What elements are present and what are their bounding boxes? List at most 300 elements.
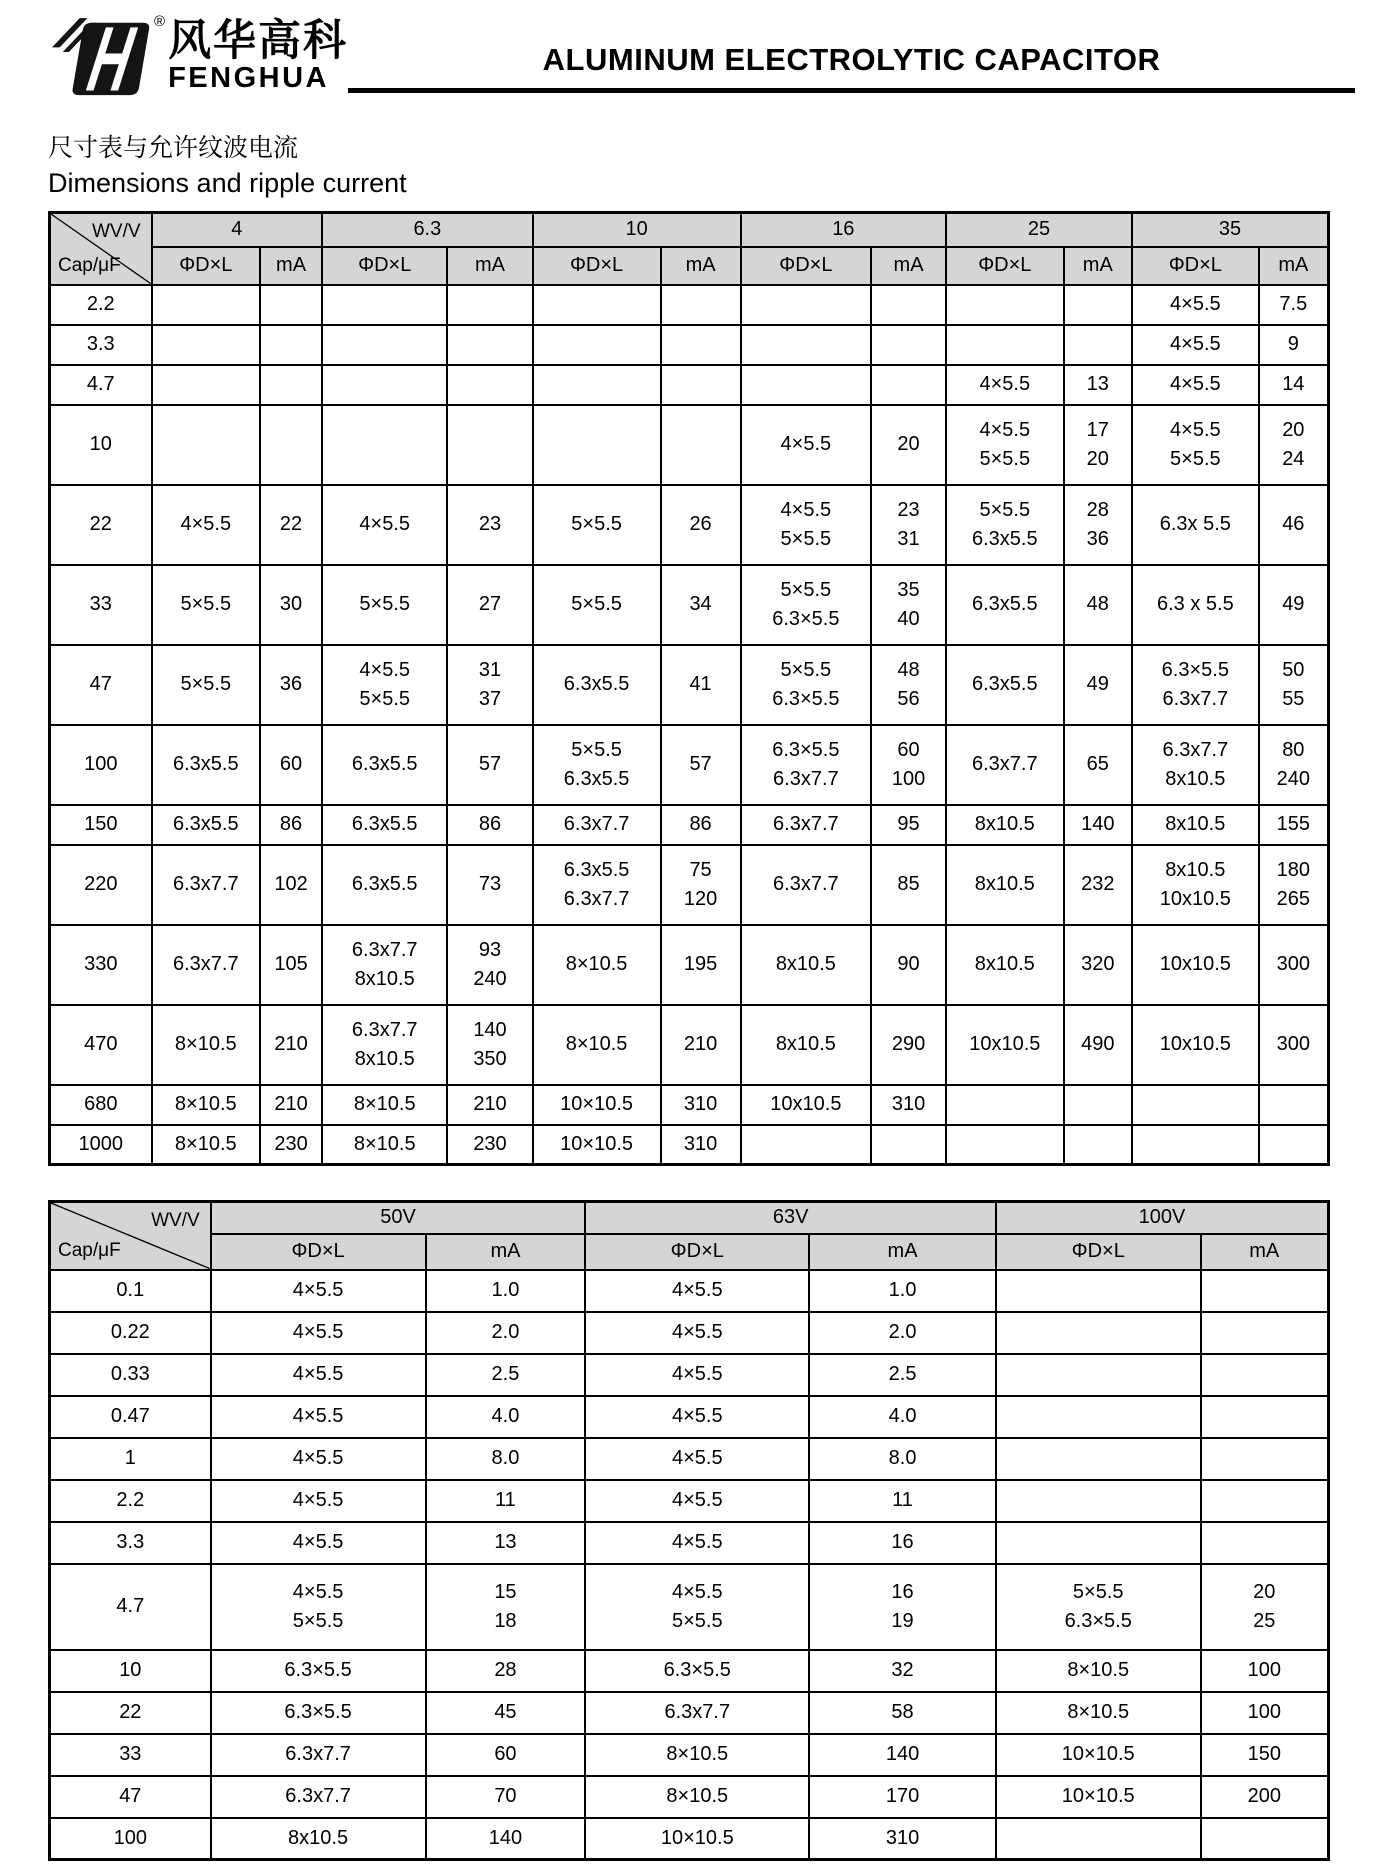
dimension-cell (741, 645, 871, 725)
cell-value-line: 4×5.5 (780, 498, 832, 521)
voltage-header: 10 (533, 213, 741, 247)
dimension-cell (585, 1396, 809, 1438)
capacitance-value: 4.7 (50, 1564, 211, 1650)
cell-value-line: 10x10.5 (1159, 887, 1231, 910)
header-rule (348, 88, 1355, 93)
ripple-current-cell (447, 285, 532, 325)
cell-value-line: 4×5.5 (671, 1279, 723, 1301)
table-row (50, 1818, 1329, 1860)
cell-value-line: 60 (897, 738, 920, 761)
ripple-current-cell (871, 1125, 946, 1165)
ripple-current-cell (260, 645, 322, 725)
cell-value-line: 4×5.5 (671, 1405, 723, 1427)
dimension-cell (996, 1354, 1201, 1396)
cell-value-line: 93 (478, 938, 502, 961)
cell-value-line: 4×5.5 (180, 513, 232, 535)
capacitance-value: 22 (50, 1692, 211, 1734)
cell-value-line: 5×5.5 (979, 447, 1031, 470)
ripple-current-cell (1259, 1085, 1329, 1125)
dimension-cell (741, 285, 871, 325)
dimension-cell (1132, 1005, 1259, 1085)
cell-value-line: 320 (1081, 953, 1115, 975)
dimension-cell (152, 925, 261, 1005)
dimension-cell (1132, 565, 1259, 645)
ripple-current-cell (426, 1522, 586, 1564)
cell-value-line: 86 (689, 813, 712, 835)
cell-value-line: 58 (891, 1701, 914, 1723)
table-row (50, 725, 1329, 805)
dimension-cell (996, 1650, 1201, 1692)
size-subheader: ΦD×L (152, 247, 261, 285)
ripple-current-cell (1259, 405, 1329, 485)
cell-value-line: 210 (274, 1033, 308, 1055)
cell-value-line: 31 (897, 527, 920, 550)
ripple-current-cell (871, 805, 946, 845)
cell-value-line: 6.3x7.7 (351, 1018, 418, 1041)
ripple-current-cell (1201, 1396, 1329, 1438)
cell-value-line: 170 (885, 1785, 920, 1807)
cell-value-line: 4×5.5 (1170, 293, 1221, 315)
ripple-current-cell (809, 1438, 996, 1480)
capacitance-value: 33 (50, 1734, 211, 1776)
dimension-cell (152, 285, 261, 325)
dimension-cell (211, 1270, 426, 1312)
ripple-current-cell (1064, 405, 1132, 485)
cell-value-line: 5×5.5 (780, 658, 832, 681)
cell-value-line: 23 (897, 498, 920, 521)
dimension-cell (152, 1085, 261, 1125)
dimension-cell (585, 1354, 809, 1396)
dimensions-ripple-table-50v-100v (48, 1200, 1330, 1861)
title-block (348, 14, 1355, 93)
ripple-current-cell (426, 1818, 586, 1860)
dimension-cell (533, 285, 661, 325)
ripple-current-cell (447, 325, 532, 365)
ripple-current-cell (1201, 1480, 1329, 1522)
size-subheader: ΦD×L (996, 1234, 1201, 1270)
ripple-current-cell (871, 285, 946, 325)
ripple-current-cell (1064, 565, 1132, 645)
ripple-current-cell (1259, 845, 1329, 925)
cell-value-line: 49 (1086, 673, 1109, 695)
cell-value-line: 240 (473, 967, 507, 990)
cell-value-line: 230 (274, 1132, 308, 1155)
cell-value-line: 55 (1282, 687, 1305, 710)
cell-value-line: 100 (891, 767, 926, 790)
cell-value-line: 4×5.5 (292, 1447, 344, 1469)
ripple-current-cell (447, 725, 532, 805)
ripple-current-cell (260, 1085, 322, 1125)
cell-value-line: 4×5.5 (292, 1279, 344, 1301)
dimension-cell (152, 325, 261, 365)
corner-label-voltage: WV/V (91, 221, 141, 242)
dimension-cell (996, 1312, 1201, 1354)
cell-value-line: 6.3x7.7 (285, 1785, 351, 1807)
cell-value-line: 310 (885, 1826, 920, 1849)
cell-value-line: 102 (274, 873, 308, 895)
cell-value-line: 265 (1276, 887, 1310, 910)
ripple-current-cell (447, 845, 532, 925)
dimension-cell (152, 725, 261, 805)
size-subheader: ΦD×L (741, 247, 871, 285)
dimension-cell (1132, 285, 1259, 325)
dimension-cell (211, 1354, 426, 1396)
registered-trademark-symbol: ® (154, 13, 166, 30)
cell-value-line: 4×5.5 (671, 1531, 723, 1553)
dimension-cell (533, 485, 661, 565)
voltage-header: 25 (946, 213, 1132, 247)
cell-value-line: 17 (1086, 418, 1109, 441)
cell-value-line: 10×10.5 (1061, 1785, 1135, 1807)
ripple-current-cell (447, 365, 532, 405)
cell-value-line: 60 (279, 753, 303, 775)
table-row (50, 1650, 1329, 1692)
dimension-cell (152, 805, 261, 845)
cell-value-line: 30 (279, 593, 303, 615)
ripple-current-cell (447, 405, 532, 485)
ripple-current-cell (426, 1312, 586, 1354)
dimension-cell (585, 1480, 809, 1522)
ripple-current-cell (447, 485, 532, 565)
current-subheader: mA (447, 247, 532, 285)
cell-value-line: 6.3×5.5 (772, 738, 840, 761)
cell-value-line: 4×5.5 (359, 513, 411, 535)
cell-value-line: 8×10.5 (565, 1033, 628, 1055)
ripple-current-cell (260, 725, 322, 805)
capacitance-value: 3.3 (50, 1522, 211, 1564)
dimension-cell (322, 805, 447, 845)
cell-value-line: 11 (495, 1489, 516, 1511)
dimension-cell (152, 405, 261, 485)
dimension-cell (946, 285, 1064, 325)
capacitance-value: 150 (50, 805, 152, 845)
ripple-current-cell (1259, 1125, 1329, 1165)
cell-value-line: 4×5.5 (671, 1447, 723, 1469)
cell-value-line: 10x10.5 (969, 1033, 1041, 1055)
ripple-current-cell (661, 565, 741, 645)
cell-value-line: 4×5.5 (671, 1321, 723, 1343)
dimension-cell (741, 325, 871, 365)
dimension-cell (946, 485, 1064, 565)
cell-value-line: 5×5.5 (359, 687, 411, 710)
cell-value-line: 20 (897, 433, 920, 455)
cell-value-line: 4×5.5 (979, 373, 1031, 395)
dimension-cell (533, 1125, 661, 1165)
ripple-current-cell (1259, 925, 1329, 1005)
cell-value-line: 11 (892, 1489, 913, 1511)
cell-value-line: 56 (897, 687, 920, 710)
ripple-current-cell (260, 325, 322, 365)
cell-value-line: 28 (1086, 498, 1109, 521)
ripple-current-cell (1259, 725, 1329, 805)
capacitance-value: 680 (50, 1085, 152, 1125)
dimension-cell (152, 485, 261, 565)
table-row (50, 1522, 1329, 1564)
table-row (50, 1692, 1329, 1734)
ripple-current-cell (260, 1005, 322, 1085)
dimension-cell (1132, 845, 1259, 925)
cell-value-line: 85 (897, 873, 920, 895)
cell-value-line: 10x10.5 (1159, 953, 1231, 975)
ripple-current-cell (447, 1005, 532, 1085)
capacitance-value: 1000 (50, 1125, 152, 1165)
section-title-english: Dimensions and ripple current (48, 168, 407, 198)
voltage-header: 4 (152, 213, 323, 247)
ripple-current-cell (1201, 1818, 1329, 1860)
dimension-cell (996, 1818, 1201, 1860)
ripple-current-cell (1064, 1005, 1132, 1085)
ripple-current-cell (661, 285, 741, 325)
ripple-current-cell (260, 365, 322, 405)
ripple-current-cell (260, 1125, 322, 1165)
dimension-cell (152, 845, 261, 925)
cell-value-line: 8x10.5 (974, 873, 1035, 895)
cell-value-line: 2.0 (491, 1321, 520, 1343)
cell-value-line: 45 (494, 1701, 517, 1723)
cell-value-line: 19 (891, 1609, 914, 1632)
dimension-cell (533, 925, 661, 1005)
ripple-current-cell (426, 1438, 586, 1480)
ripple-current-cell (447, 645, 532, 725)
dimension-cell (533, 1005, 661, 1085)
ripple-current-cell (1064, 325, 1132, 365)
ripple-current-cell (1064, 1125, 1132, 1165)
page-header (0, 0, 1381, 112)
cell-value-line: 6.3x7.7 (664, 1701, 731, 1723)
ripple-current-cell (1259, 325, 1329, 365)
voltage-header: 100V (996, 1202, 1329, 1234)
cell-value-line: 6.3x 5.5 (1159, 513, 1231, 535)
ripple-current-cell (1064, 365, 1132, 405)
ripple-current-cell (809, 1480, 996, 1522)
cell-value-line: 5×5.5 (180, 593, 232, 615)
cell-value-line: 4×5.5 (780, 433, 832, 455)
ripple-current-cell (260, 925, 322, 1005)
cell-value-line: 5×5.5 (571, 513, 622, 535)
dimension-cell (946, 645, 1064, 725)
cell-value-line: 32 (891, 1659, 914, 1681)
cell-value-line: 5×5.5 (780, 578, 832, 601)
table-row (50, 1354, 1329, 1396)
dimension-cell (946, 925, 1064, 1005)
cell-value-line: 8x10.5 (775, 953, 836, 975)
capacitance-value: 100 (50, 725, 152, 805)
current-subheader: mA (426, 1234, 586, 1270)
capacitance-value: 0.22 (50, 1312, 211, 1354)
cell-value-line: 100 (1247, 1659, 1281, 1681)
brand-logo (52, 14, 348, 100)
dimension-cell (585, 1734, 809, 1776)
dimension-cell (533, 725, 661, 805)
ripple-current-cell (871, 565, 946, 645)
cell-value-line: 10×10.5 (560, 1093, 633, 1115)
cell-value-line: 28 (494, 1659, 517, 1681)
cell-value-line: 7.5 (1279, 293, 1308, 315)
dimension-cell (585, 1818, 809, 1860)
ripple-current-cell (871, 325, 946, 365)
dimension-cell (322, 365, 447, 405)
current-subheader: mA (809, 1234, 996, 1270)
cell-value-line: 4×5.5 (1170, 418, 1221, 441)
dimension-cell (585, 1438, 809, 1480)
subheader-row (50, 247, 1329, 285)
capacitance-value: 47 (50, 1776, 211, 1818)
table-row (50, 1312, 1329, 1354)
dimension-cell (322, 845, 447, 925)
dimension-cell (996, 1270, 1201, 1312)
table-row (50, 1125, 1329, 1165)
cell-value-line: 20 (1253, 1580, 1276, 1603)
cell-value-line: 57 (689, 753, 712, 775)
cell-value-line: 6.3x5.5 (971, 527, 1038, 550)
cell-value-line: 6.3x5.5 (971, 593, 1038, 615)
cell-value-line: 350 (473, 1047, 507, 1070)
cell-value-line: 6.3x5.5 (172, 813, 239, 835)
cell-value-line: 9 (1287, 333, 1299, 355)
cell-value-line: 140 (1081, 813, 1115, 835)
dimension-cell (741, 565, 871, 645)
capacitance-value: 3.3 (50, 325, 152, 365)
cell-value-line: 6.3x7.7 (773, 813, 839, 835)
cell-value-line: 6.3x5.5 (563, 673, 630, 695)
cell-value-line: 6.3x5.5 (351, 753, 418, 775)
dimension-cell (996, 1480, 1201, 1522)
current-subheader: mA (661, 247, 741, 285)
ripple-current-cell (1201, 1776, 1329, 1818)
ripple-current-cell (447, 1125, 532, 1165)
dimension-cell (533, 325, 661, 365)
cell-value-line: 27 (478, 593, 502, 615)
dimension-cell (585, 1270, 809, 1312)
fenghua-logo-mark (52, 14, 152, 100)
cell-value-line: 240 (1276, 767, 1310, 790)
capacitance-value: 0.47 (50, 1396, 211, 1438)
cell-value-line: 8x10.5 (1165, 858, 1226, 881)
dimension-cell (322, 1005, 447, 1085)
cell-value-line: 20 (1282, 418, 1305, 441)
ripple-current-cell (871, 365, 946, 405)
cell-value-line: 155 (1276, 813, 1310, 835)
cell-value-line: 6.3x5.5 (971, 673, 1038, 695)
cell-value-line: 490 (1081, 1033, 1115, 1055)
dimension-cell (741, 1125, 871, 1165)
ripple-current-cell (426, 1480, 586, 1522)
cell-value-line: 6.3x7.7 (563, 887, 630, 910)
cell-value-line: 6.3x7.7 (285, 1743, 351, 1765)
ripple-current-cell (661, 1085, 741, 1125)
table-row (50, 1480, 1329, 1522)
dimension-cell (322, 645, 447, 725)
cell-value-line: 210 (473, 1093, 507, 1115)
cell-value-line: 6.3×5.5 (772, 607, 840, 630)
dimension-cell (152, 365, 261, 405)
ripple-current-cell (1201, 1312, 1329, 1354)
cell-value-line: 8×10.5 (1067, 1701, 1130, 1723)
cell-value-line: 16 (891, 1531, 914, 1553)
brand-name-chinese: 风华高科 (168, 17, 349, 65)
cell-value-line: 25 (1253, 1609, 1276, 1632)
cell-value-line: 6.3×5.5 (772, 687, 840, 710)
ripple-current-cell (1201, 1522, 1329, 1564)
cell-value-line: 4×5.5 (292, 1580, 344, 1603)
dimension-cell (152, 565, 261, 645)
cell-value-line: 86 (478, 813, 502, 835)
cell-value-line: 60 (494, 1743, 517, 1765)
cell-value-line: 8×10.5 (353, 1093, 416, 1115)
dimension-cell (1132, 325, 1259, 365)
ripple-current-cell (809, 1818, 996, 1860)
ripple-current-cell (661, 925, 741, 1005)
dimension-cell (533, 805, 661, 845)
ripple-current-cell (809, 1396, 996, 1438)
capacitance-value: 470 (50, 1005, 152, 1085)
voltage-header: 16 (741, 213, 946, 247)
cell-value-line: 13 (1086, 373, 1109, 395)
ripple-current-cell (1064, 485, 1132, 565)
capacitance-value: 22 (50, 485, 152, 565)
dimension-cell (996, 1734, 1201, 1776)
dimension-cell (741, 725, 871, 805)
dimension-cell (996, 1692, 1201, 1734)
cell-value-line: 5×5.5 (359, 593, 411, 615)
ripple-current-cell (871, 1005, 946, 1085)
ripple-current-cell (260, 405, 322, 485)
ripple-current-cell (447, 1085, 532, 1125)
ripple-current-cell (260, 285, 322, 325)
page-content (0, 128, 1381, 1861)
cell-value-line: 10x10.5 (770, 1093, 842, 1115)
document-title: ALUMINUM ELECTROLYTIC CAPACITOR (542, 42, 1161, 77)
cell-value-line: 75 (689, 858, 712, 881)
cell-value-line: 10×10.5 (1061, 1743, 1135, 1765)
table-row (50, 325, 1329, 365)
cell-value-line: 310 (891, 1093, 926, 1115)
cell-value-line: 300 (1276, 1033, 1310, 1055)
ripple-current-cell (871, 405, 946, 485)
dimension-cell (946, 405, 1064, 485)
ripple-current-cell (661, 1125, 741, 1165)
capacitance-value: 10 (50, 405, 152, 485)
brand-name-latin: FENGHUA (168, 62, 329, 94)
cell-value-line: 23 (478, 513, 502, 535)
size-subheader: ΦD×L (533, 247, 661, 285)
cell-value-line: 105 (274, 953, 308, 975)
dimension-cell (741, 365, 871, 405)
cell-value-line: 140 (885, 1743, 920, 1765)
ripple-current-cell (809, 1692, 996, 1734)
cell-value-line: 26 (689, 513, 712, 535)
dimension-cell (322, 565, 447, 645)
cell-value-line: 8×10.5 (174, 1132, 237, 1155)
cell-value-line: 5×5.5 (571, 738, 622, 761)
capacitance-value: 47 (50, 645, 152, 725)
ripple-current-cell (1259, 645, 1329, 725)
ripple-current-cell (426, 1692, 586, 1734)
cell-value-line: 14 (1282, 373, 1305, 395)
cell-value-line: 6.3x7.7 (1162, 738, 1229, 761)
dimension-cell (1132, 485, 1259, 565)
ripple-current-cell (1064, 725, 1132, 805)
cell-value-line: 2.5 (491, 1363, 520, 1385)
current-subheader: mA (1064, 247, 1132, 285)
cell-value-line: 6.3x7.7 (172, 873, 239, 895)
dimension-cell (585, 1522, 809, 1564)
capacitance-value: 0.33 (50, 1354, 211, 1396)
ripple-current-cell (1064, 805, 1132, 845)
cell-value-line: 5×5.5 (180, 673, 232, 695)
dimension-cell (1132, 405, 1259, 485)
table-row (50, 285, 1329, 325)
